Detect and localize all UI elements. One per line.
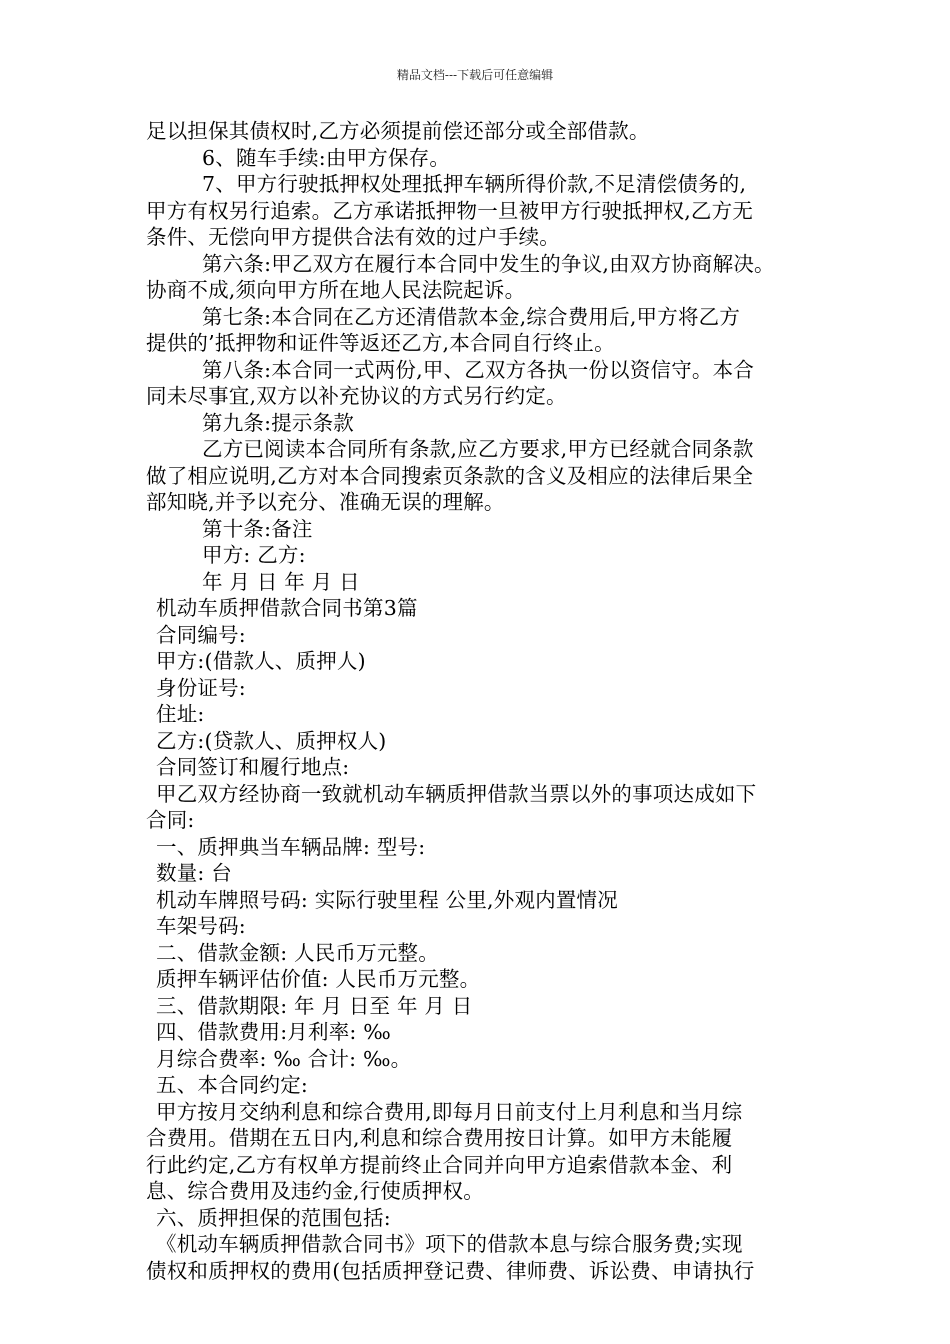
- text-line: 乙方:(贷款人、质押权人): [156, 728, 387, 753]
- text-line: 甲方: 乙方:: [202, 543, 306, 567]
- text-line: 第七条:本合同在乙方还清借款本金,综合费用后,甲方将乙方: [202, 304, 741, 329]
- text-line: 合费用。借期在五日内,利息和综合费用按日计算。如甲方未能履: [146, 1126, 733, 1150]
- text-line: 乙方已阅读本合同所有条款,应乙方要求,甲方已经就合同条款: [202, 437, 754, 461]
- text-line: 甲方按月交纳利息和综合费用,即每月日前支付上月利息和当月综: [156, 1099, 743, 1124]
- text-line: 6、随车手续:由甲方保存。: [202, 145, 451, 170]
- text-line: 条件、无偿向甲方提供合法有效的过户手续。: [146, 225, 560, 249]
- text-line: 数量: 台: [156, 861, 232, 885]
- text-line: 身份证号:: [156, 675, 246, 700]
- text-line: 第十条:备注: [202, 516, 313, 541]
- text-line: 足以担保其债权时,乙方必须提前偿还部分或全部借款。: [146, 119, 650, 143]
- text-line: 五、本合同约定:: [156, 1073, 309, 1097]
- text-line: 合同编号:: [156, 622, 246, 647]
- text-line: 做了相应说明,乙方对本合同搜索页条款的含义及相应的法律后果全: [146, 463, 754, 488]
- text-line: 甲方有权另行追索。乙方承诺抵押物一旦被甲方行驶抵押权,乙方无: [146, 198, 754, 223]
- text-line: 甲乙双方经协商一致就机动车辆质押借款当票以外的事项达成如下: [156, 781, 757, 806]
- text-line: 六、质押担保的范围包括:: [156, 1205, 391, 1230]
- text-line: 住址:: [156, 702, 205, 726]
- text-line: 协商不成,须向甲方所在地人民法院起诉。: [146, 278, 526, 302]
- text-line: 第六条:甲乙双方在履行本合同中发生的争议,由双方协商解决。: [202, 251, 775, 276]
- text-line: 甲方:(借款人、质押人): [156, 649, 366, 673]
- text-line: 月综合费率: ‰ 合计: ‰。: [156, 1046, 412, 1071]
- text-line: 《机动车辆质押借款合同书》项下的借款本息与综合服务费;实现: [156, 1232, 743, 1256]
- text-line: 年 月 日 年 月 日: [202, 569, 360, 594]
- text-line: 四、借款费用:月利率: ‰: [156, 1020, 391, 1044]
- text-line: 一、质押典当车辆品牌: 型号:: [156, 834, 426, 859]
- text-line: 部知晓,并予以充分、准确无误的理解。: [146, 490, 505, 514]
- text-line: 二、借款金额: 人民币万元整。: [156, 940, 439, 965]
- page-header: 精品文档---下载后可任意编辑: [396, 68, 554, 82]
- text-line: 车架号码:: [156, 914, 246, 938]
- text-line: 同未尽事宜,双方以补充协议的方式另行约定。: [146, 384, 567, 408]
- text-line: 7、甲方行驶抵押权处理抵押车辆所得价款,不足清偿债务的,: [202, 172, 747, 196]
- document-body: [146, 118, 816, 1284]
- text-line: 行此约定,乙方有权单方提前终止合同并向甲方追索借款本金、利: [146, 1152, 733, 1177]
- text-line: 合同:: [146, 808, 195, 832]
- text-line: 第八条:本合同一式两份,甲、乙双方各执一份以资信守。本合: [202, 357, 755, 382]
- text-line: 第九条:提示条款: [202, 410, 355, 435]
- text-line: 合同签订和履行地点:: [156, 755, 350, 779]
- text-line: 息、综合费用及违约金,行使质押权。: [146, 1179, 484, 1203]
- text-line: 机动车质押借款合同书第3篇: [156, 596, 418, 620]
- text-line: 机动车牌照号码: 实际行驶里程 公里,外观内置情况: [156, 887, 618, 912]
- text-line: 提供的’抵押物和证件等返还乙方,本合同自行终止。: [146, 331, 615, 355]
- text-line: 债权和质押权的费用(包括质押登记费、律师费、诉讼费、申请执行: [146, 1258, 755, 1283]
- text-line: 三、借款期限: 年 月 日至 年 月 日: [156, 993, 473, 1018]
- text-line: 质押车辆评估价值: 人民币万元整。: [156, 967, 481, 991]
